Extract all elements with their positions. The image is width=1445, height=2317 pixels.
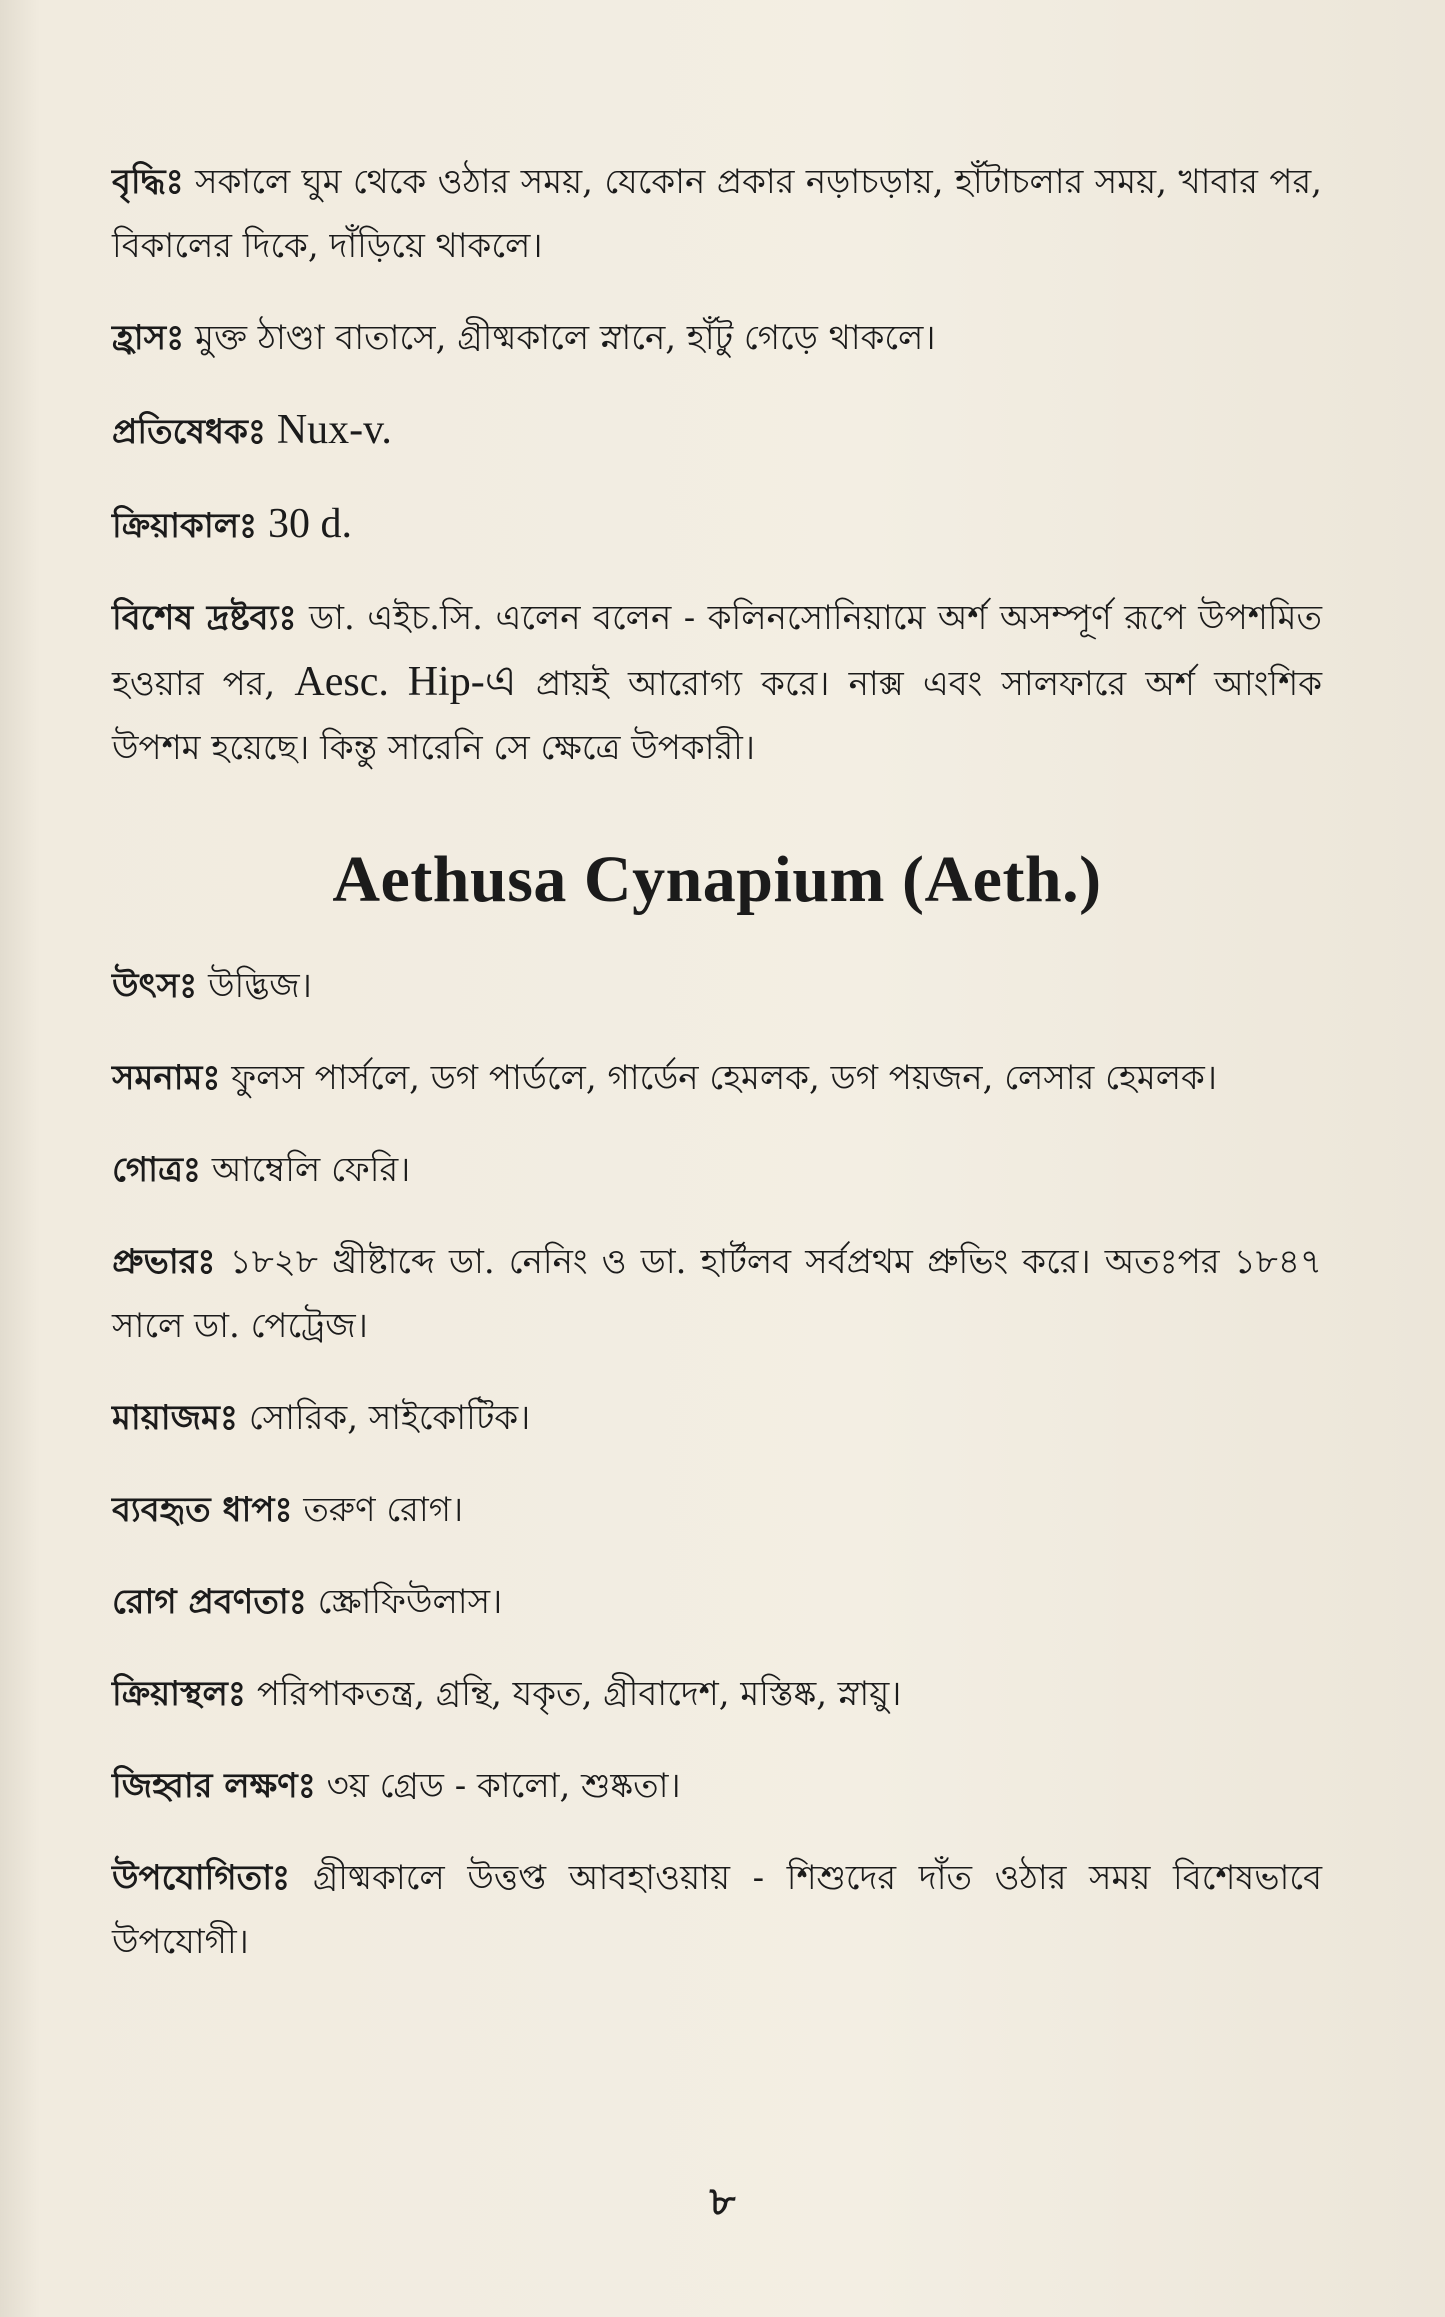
potency-label: ব্যবহৃত ধাপঃ xyxy=(112,1490,293,1530)
antidote-label: প্রতিষেধকঃ xyxy=(112,412,266,452)
tongue-paragraph xyxy=(112,1754,1322,1818)
family-text: আম্বেলি ফেরি। xyxy=(211,1150,411,1190)
amelioration-paragraph xyxy=(112,306,1322,370)
proving-paragraph xyxy=(112,1230,1322,1358)
proving-text: ১৮২৮ খ্রীষ্টাব্দে ডা. নেনিং ও ডা. হার্টলব সর্বপ্রথম প্রুভিং করে। অতঃপর ১৮৪৭ সালে ডা. পেট্রেজ। xyxy=(112,1242,1322,1346)
duration-value: 30 d. xyxy=(267,501,352,547)
sphere-text: পরিপাকতন্ত্র, গ্রন্থি, যকৃত, গ্রীবাদেশ, মস্তিষ্ক, স্নায়ু। xyxy=(256,1674,902,1714)
antidote-paragraph xyxy=(112,398,1322,464)
note-paragraph xyxy=(112,586,1322,780)
family-label: গোত্রঃ xyxy=(112,1150,202,1190)
synonyms-label: সমনামঃ xyxy=(112,1058,221,1098)
usefulness-paragraph xyxy=(112,1846,1322,1974)
amelioration-text: মুক্ত ঠাণ্ডা বাতাসে, গ্রীষ্মকালে স্নানে, হাঁটু গেড়ে থাকলে। xyxy=(195,318,936,358)
remedy-title: Aethusa Cynapium (Aeth.) xyxy=(332,843,1102,916)
miasm-paragraph xyxy=(112,1386,1322,1450)
miasm-label: মায়াজমঃ xyxy=(112,1398,239,1438)
page-content xyxy=(112,150,1322,2002)
tongue-text: ৩য় গ্রেড - কালো, শুষ্কতা। xyxy=(326,1766,681,1806)
sphere-label: ক্রিয়াস্থলঃ xyxy=(112,1674,247,1714)
synonyms-paragraph xyxy=(112,1046,1322,1110)
note-text-1: ডা. এইচ.সি. এলেন বলেন - কলিনসোনিয়ামে অর্শ অসম্পূর্ণ রূপে উপশমিত হওয়ার পর, xyxy=(112,598,1323,704)
aggravation-label: বৃদ্ধিঃ xyxy=(112,162,184,202)
usefulness-text: গ্রীষ্মকালে উত্তপ্ত আবহাওয়ায় - শিশুদের দাঁত ওঠার সময় বিশেষভাবে উপযোগী। xyxy=(112,1858,1323,1962)
tongue-label: জিহ্বার লক্ষণঃ xyxy=(112,1766,316,1806)
duration-paragraph xyxy=(112,492,1322,558)
sphere-paragraph xyxy=(112,1662,1322,1726)
family-paragraph xyxy=(112,1138,1322,1202)
aggravation-paragraph xyxy=(112,150,1322,278)
miasm-text: সোরিক, সাইকোটিক। xyxy=(248,1398,531,1438)
source-label: উৎসঃ xyxy=(112,966,198,1006)
note-english-term: Aesc. Hip-এ xyxy=(294,659,517,705)
potency-text: তরুণ রোগ। xyxy=(303,1490,464,1530)
source-paragraph xyxy=(112,954,1322,1018)
duration-label: ক্রিয়াকালঃ xyxy=(112,506,258,546)
page-number: ৮ xyxy=(709,2178,736,2225)
synonyms-text: ফুলস পার্সলে, ডগ পার্ডলে, গার্ডেন হেমলক, ডগ পয়জন, লেসার হেমলক। xyxy=(231,1058,1217,1098)
potency-paragraph xyxy=(112,1478,1322,1542)
antidote-value: Nux-v. xyxy=(276,407,392,453)
source-text: উদ্ভিজ। xyxy=(208,966,312,1006)
aggravation-text: সকালে ঘুম থেকে ওঠার সময়, যেকোন প্রকার নড়াচড়ায়, হাঁটাচলার সময়, খাবার পর, বিকালের দিকে, দাঁড়িয়ে থাকলে। xyxy=(112,162,1322,266)
note-label: বিশেষ দ্রষ্টব্যঃ xyxy=(112,598,297,638)
tendency-label: রোগ প্রবণতাঃ xyxy=(112,1582,307,1622)
proving-label: প্রুভারঃ xyxy=(112,1242,216,1282)
tendency-text: স্ক্রোফিউলাস। xyxy=(317,1582,503,1622)
amelioration-label: হ্রাসঃ xyxy=(112,318,185,358)
usefulness-label: উপযোগিতাঃ xyxy=(112,1858,291,1898)
note-text-2: প্রায়ই আরোগ্য করে। নাক্স এবং সালফারে অর্শ আংশিক উপশম হয়েছে। কিন্তু সারেনি সে ক্ষেত্রে উপকারী। xyxy=(112,664,1323,768)
tendency-paragraph xyxy=(112,1570,1322,1634)
